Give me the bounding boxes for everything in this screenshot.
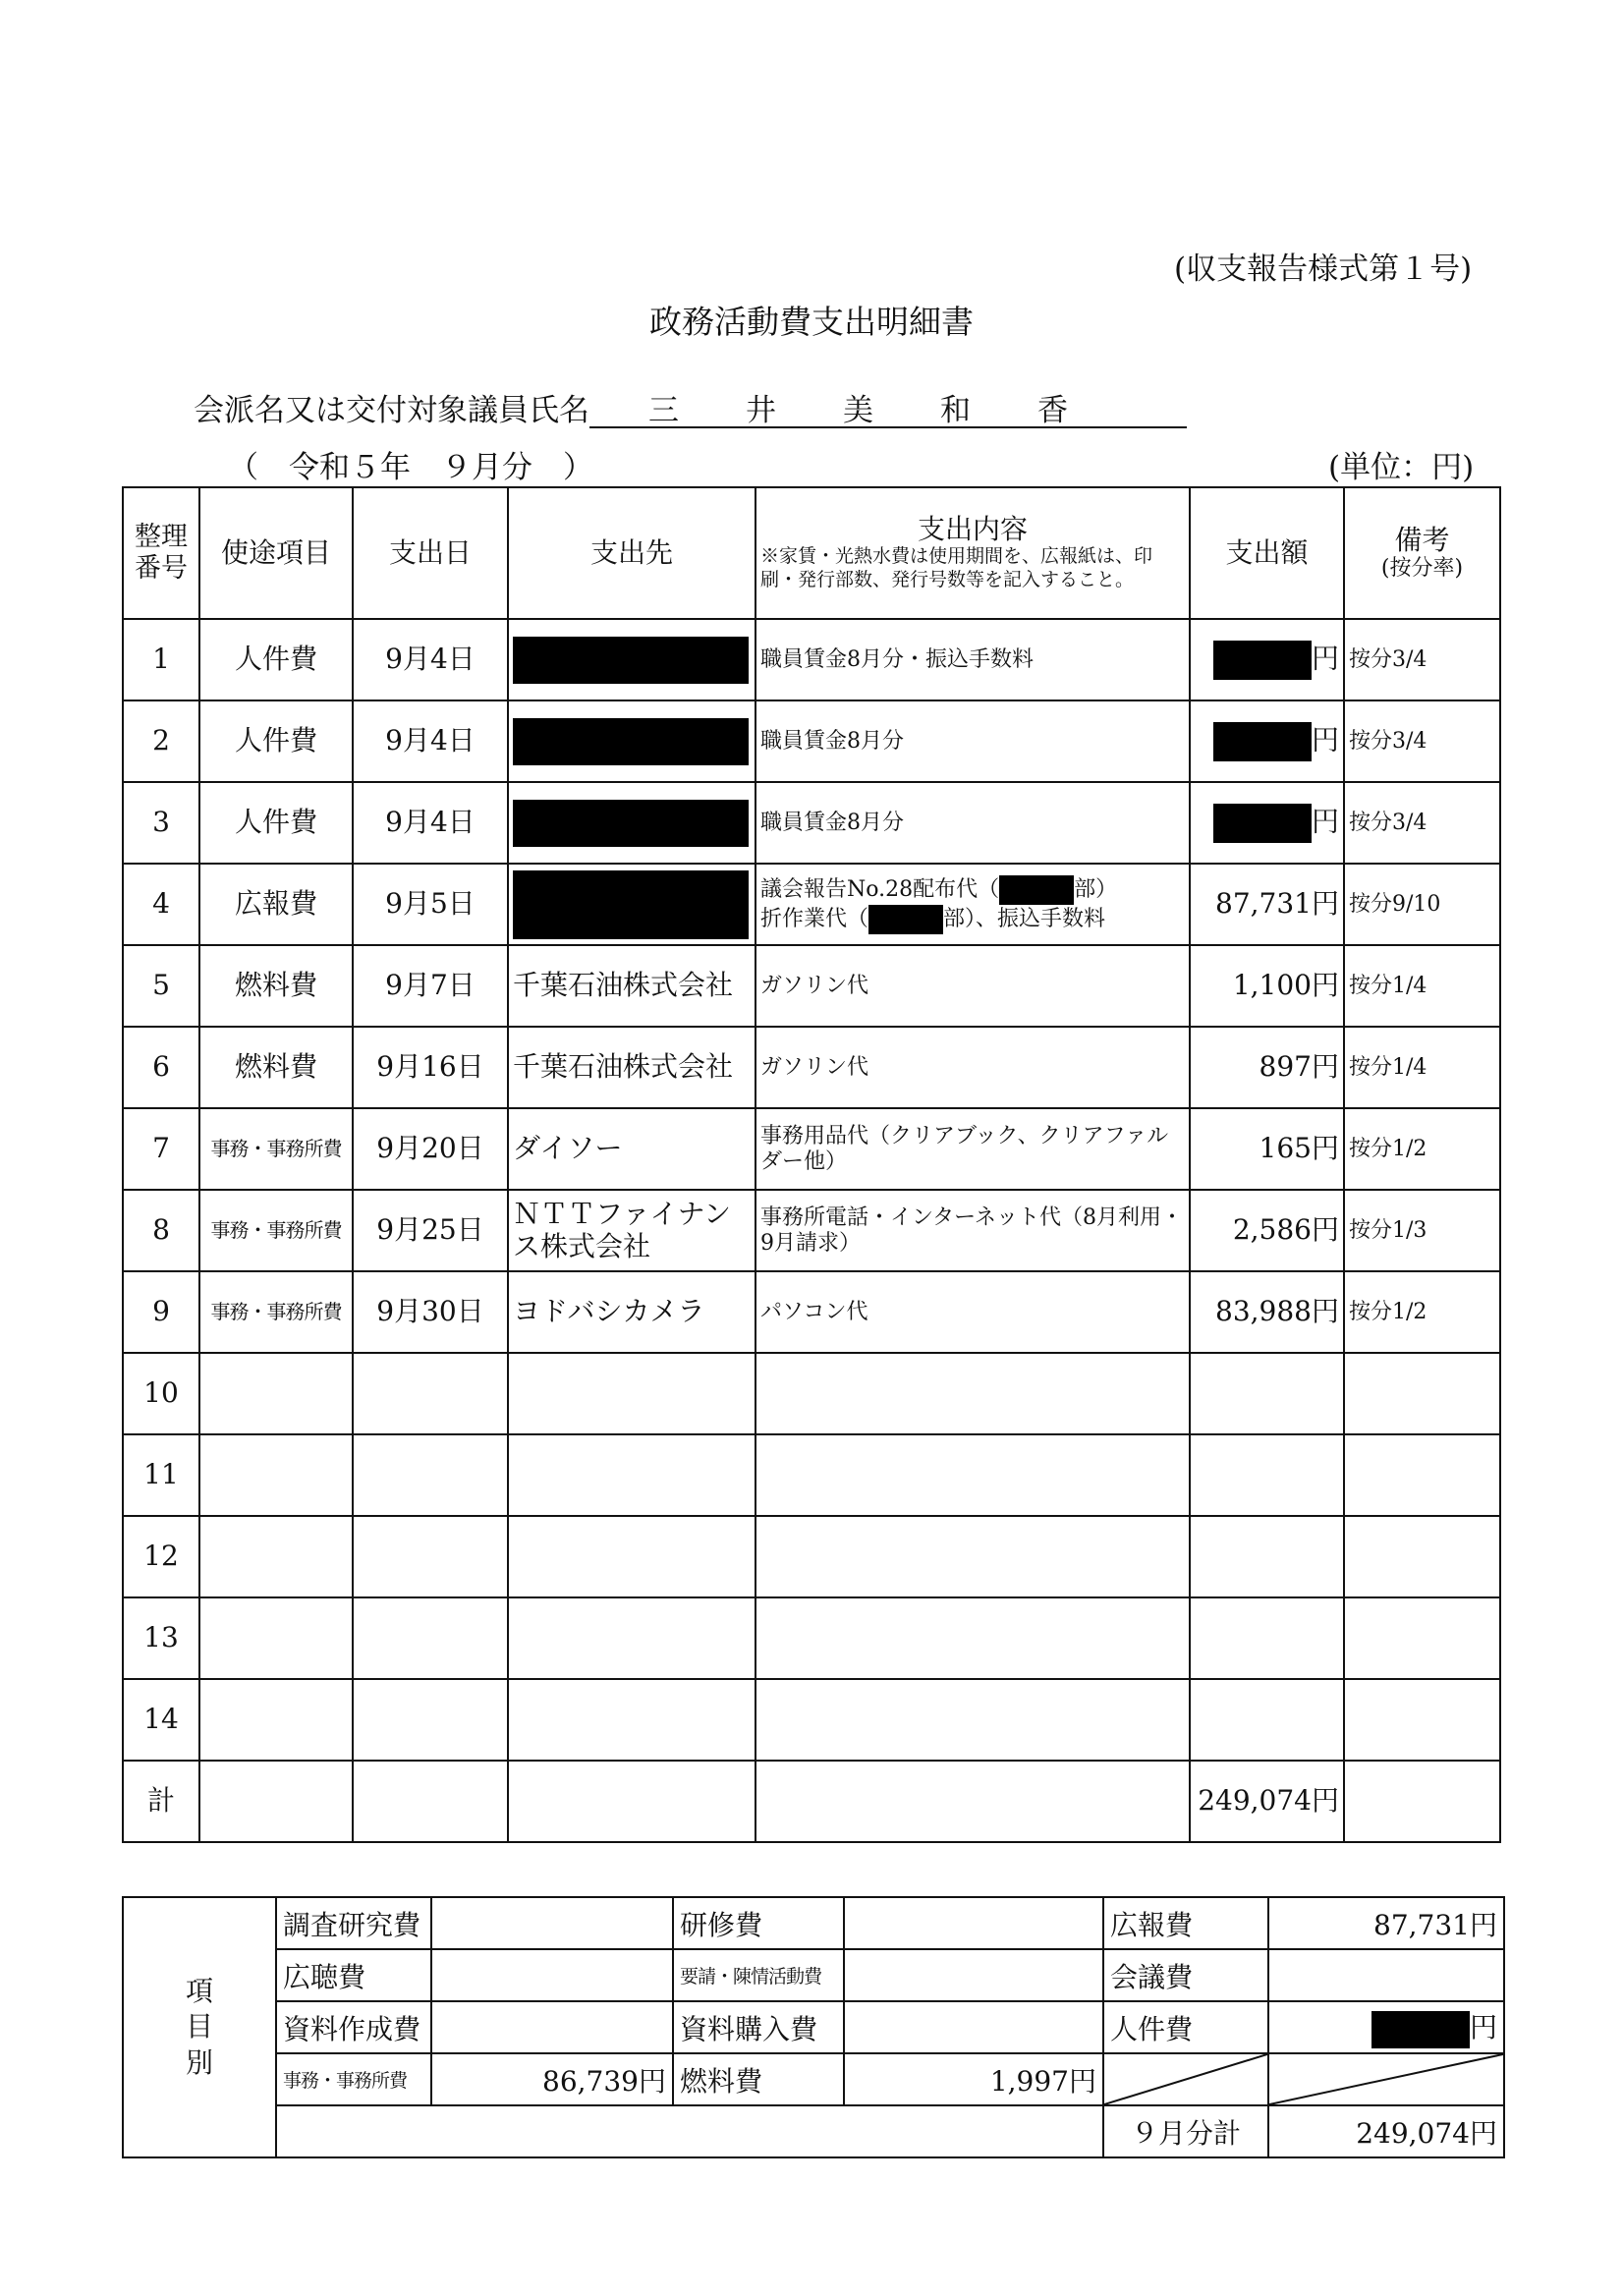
desc-line bbox=[760, 875, 1185, 905]
row-amount: 897円 bbox=[1190, 1027, 1344, 1108]
cat-pr-label: 広報費 bbox=[1103, 1897, 1268, 1949]
col-desc bbox=[756, 487, 1190, 619]
col-remarks-sub: (按分率) bbox=[1380, 556, 1464, 582]
row-no: 6 bbox=[123, 1027, 199, 1108]
cat-training-label: 研修費 bbox=[673, 1897, 844, 1949]
empty-cell bbox=[756, 1761, 1190, 1842]
row-category: 人件費 bbox=[199, 700, 353, 782]
table-row bbox=[123, 1353, 1500, 1434]
table-row bbox=[123, 1108, 1500, 1190]
empty-cell bbox=[353, 1353, 508, 1434]
row-payee: ダイソー bbox=[508, 1108, 756, 1190]
row-payee: ＮＴＴファイナンス株式会社 bbox=[508, 1190, 756, 1271]
row-no: 1 bbox=[123, 619, 199, 700]
row-no: 13 bbox=[123, 1597, 199, 1679]
row-payee: 千葉石油株式会社 bbox=[508, 945, 756, 1027]
row-desc: 職員賃金8月分・振込手数料 bbox=[756, 619, 1190, 700]
cat-research-label: 調査研究費 bbox=[276, 1897, 431, 1949]
row-category: 燃料費 bbox=[199, 945, 353, 1027]
row-date: 9月16日 bbox=[353, 1027, 508, 1108]
empty-cell bbox=[508, 1353, 756, 1434]
month-total-value: 249,074円 bbox=[1268, 2105, 1504, 2157]
empty-cell bbox=[508, 1434, 756, 1516]
empty-cell bbox=[756, 1434, 1190, 1516]
row-no: 9 bbox=[123, 1271, 199, 1353]
empty-cell bbox=[1344, 1516, 1500, 1597]
col-remarks bbox=[1344, 487, 1500, 619]
row-remarks: 按分3/4 bbox=[1344, 700, 1500, 782]
row-no: 14 bbox=[123, 1679, 199, 1761]
amount-suffix: 円 bbox=[1311, 723, 1339, 756]
cat-personnel-value bbox=[1268, 2001, 1504, 2053]
diagonal-line bbox=[1269, 2054, 1503, 2104]
row-date: 9月4日 bbox=[353, 619, 508, 700]
empty-cell bbox=[756, 1597, 1190, 1679]
row-no: 8 bbox=[123, 1190, 199, 1271]
col-category: 使途項目 bbox=[199, 487, 353, 619]
row-amount: 87,731円 bbox=[1190, 864, 1344, 945]
row-date: 9月25日 bbox=[353, 1190, 508, 1271]
row-no: 7 bbox=[123, 1108, 199, 1190]
amount-suffix: 円 bbox=[1311, 642, 1339, 674]
row-date: 9月4日 bbox=[353, 700, 508, 782]
table-row bbox=[123, 1434, 1500, 1516]
table-row bbox=[123, 1516, 1500, 1597]
row-desc: ガソリン代 bbox=[756, 1027, 1190, 1108]
row-category: 広報費 bbox=[199, 864, 353, 945]
redaction-block bbox=[868, 905, 943, 934]
row-no: 12 bbox=[123, 1516, 199, 1597]
cat-pr-value: 87,731円 bbox=[1268, 1897, 1504, 1949]
cat-petition-label: 要請・陳情活動費 bbox=[673, 1949, 844, 2001]
redaction-block bbox=[1371, 2011, 1470, 2048]
empty-cell bbox=[508, 1516, 756, 1597]
row-amount bbox=[1190, 782, 1344, 864]
row-category: 事務・事務所費 bbox=[199, 1108, 353, 1190]
desc-text: 部）、振込手数料 bbox=[943, 906, 1106, 931]
empty-cell bbox=[508, 1761, 756, 1842]
total-row bbox=[123, 1761, 1500, 1842]
row-amount bbox=[1190, 619, 1344, 700]
side-label-text: 項目別 bbox=[185, 1974, 213, 2079]
row-date: 9月7日 bbox=[353, 945, 508, 1027]
table-row bbox=[123, 864, 1500, 945]
name-label: 会派名又は交付対象議員氏名 bbox=[194, 393, 589, 428]
cat-office-label: 事務・事務所費 bbox=[276, 2053, 431, 2105]
row-payee: 千葉石油株式会社 bbox=[508, 1027, 756, 1108]
empty-cell bbox=[353, 1679, 508, 1761]
row-desc: 職員賃金8月分 bbox=[756, 700, 1190, 782]
empty-cell bbox=[1344, 1761, 1500, 1842]
row-remarks: 按分9/10 bbox=[1344, 864, 1500, 945]
cat-fuel-label: 燃料費 bbox=[673, 2053, 844, 2105]
row-no: 3 bbox=[123, 782, 199, 864]
redaction-block bbox=[513, 718, 749, 765]
row-remarks: 按分1/3 bbox=[1344, 1190, 1500, 1271]
empty-diagonal-cell bbox=[1268, 2053, 1504, 2105]
row-remarks: 按分1/4 bbox=[1344, 1027, 1500, 1108]
category-side-label bbox=[123, 1897, 276, 2157]
cat-materials-purchase-value bbox=[844, 2001, 1103, 2053]
row-remarks: 按分3/4 bbox=[1344, 782, 1500, 864]
col-no: 整理番号 bbox=[123, 487, 199, 619]
row-remarks: 按分3/4 bbox=[1344, 619, 1500, 700]
table-row bbox=[123, 1190, 1500, 1271]
empty-cell bbox=[1344, 1597, 1500, 1679]
empty-cell bbox=[1190, 1434, 1344, 1516]
cat-petition-value bbox=[844, 1949, 1103, 2001]
empty-cell bbox=[353, 1597, 508, 1679]
empty-cell bbox=[756, 1516, 1190, 1597]
empty-cell bbox=[199, 1761, 353, 1842]
row-desc: 事務所電話・インターネット代（8月利用・9月請求） bbox=[756, 1190, 1190, 1271]
row-desc bbox=[756, 864, 1190, 945]
empty-cell bbox=[353, 1761, 508, 1842]
desc-text: 折作業代（ bbox=[760, 906, 869, 931]
col-payee: 支出先 bbox=[508, 487, 756, 619]
desc-line bbox=[760, 905, 1185, 934]
row-amount: 1,100円 bbox=[1190, 945, 1344, 1027]
row-category: 事務・事務所費 bbox=[199, 1190, 353, 1271]
form-id: (収支報告様式第１号) bbox=[1174, 252, 1473, 287]
empty-cell bbox=[1190, 1353, 1344, 1434]
redaction-block bbox=[1213, 722, 1312, 761]
cat-materials-making-value bbox=[431, 2001, 673, 2053]
empty-cell bbox=[508, 1597, 756, 1679]
row-amount bbox=[1190, 700, 1344, 782]
row-amount: 165円 bbox=[1190, 1108, 1344, 1190]
redaction-block bbox=[1213, 641, 1312, 680]
row-no: 10 bbox=[123, 1353, 199, 1434]
expense-table bbox=[122, 486, 1501, 1843]
empty-cell bbox=[1344, 1353, 1500, 1434]
row-amount: 83,988円 bbox=[1190, 1271, 1344, 1353]
row-no: 4 bbox=[123, 864, 199, 945]
redaction-block bbox=[999, 875, 1074, 905]
row-payee: ヨドバシカメラ bbox=[508, 1271, 756, 1353]
row-category: 事務・事務所費 bbox=[199, 1271, 353, 1353]
col-desc-main: 支出内容 bbox=[917, 513, 1028, 546]
total-amount: 249,074円 bbox=[1190, 1761, 1344, 1842]
empty-cell bbox=[199, 1434, 353, 1516]
empty-cell bbox=[1190, 1679, 1344, 1761]
category-summary-table bbox=[122, 1896, 1505, 2158]
col-amount: 支出額 bbox=[1190, 487, 1344, 619]
row-desc: パソコン代 bbox=[756, 1271, 1190, 1353]
row-payee bbox=[508, 782, 756, 864]
empty-cell bbox=[353, 1434, 508, 1516]
table-row bbox=[123, 1679, 1500, 1761]
total-label: 計 bbox=[123, 1761, 199, 1842]
col-desc-note: ※家賃・光熱水費は使用期間を、広報紙は、印刷・発行部数、発行号数等を記入すること。 bbox=[760, 545, 1153, 591]
empty-diagonal-cell bbox=[1103, 2053, 1268, 2105]
desc-text: 部） bbox=[1074, 876, 1118, 902]
header-row bbox=[123, 487, 1500, 619]
row-date: 9月4日 bbox=[353, 782, 508, 864]
cat-training-value bbox=[844, 1897, 1103, 1949]
empty-cell bbox=[199, 1516, 353, 1597]
name-text: 三井美和香 bbox=[648, 393, 1135, 428]
row-remarks: 按分1/2 bbox=[1344, 1271, 1500, 1353]
unit-label: (単位：円) bbox=[1328, 450, 1475, 485]
col-remarks-main: 備考 bbox=[1394, 524, 1450, 557]
amount-suffix: 円 bbox=[1311, 805, 1339, 837]
month-total-label: ９月分計 bbox=[1103, 2105, 1268, 2157]
empty-cell bbox=[276, 2105, 1103, 2157]
empty-cell bbox=[756, 1679, 1190, 1761]
diagonal-line bbox=[1104, 2054, 1267, 2104]
cat-fuel-value: 1,997円 bbox=[844, 2053, 1103, 2105]
cat-materials-making-label: 資料作成費 bbox=[276, 2001, 431, 2053]
empty-cell bbox=[1190, 1597, 1344, 1679]
table-row bbox=[123, 1271, 1500, 1353]
cat-meeting-value bbox=[1268, 1949, 1504, 2001]
cat-materials-purchase-label: 資料購入費 bbox=[673, 2001, 844, 2053]
table-row bbox=[123, 782, 1500, 864]
period: （ 令和５年 ９月分 ） bbox=[228, 450, 593, 485]
redaction-block bbox=[513, 800, 749, 847]
row-amount: 2,586円 bbox=[1190, 1190, 1344, 1271]
row-category: 人件費 bbox=[199, 619, 353, 700]
row-no: 11 bbox=[123, 1434, 199, 1516]
empty-cell bbox=[1344, 1679, 1500, 1761]
cat-hearing-value bbox=[431, 1949, 673, 2001]
row-no: 2 bbox=[123, 700, 199, 782]
empty-cell bbox=[1190, 1516, 1344, 1597]
empty-cell bbox=[353, 1516, 508, 1597]
row-date: 9月20日 bbox=[353, 1108, 508, 1190]
empty-cell bbox=[508, 1679, 756, 1761]
cat-meeting-label: 会議費 bbox=[1103, 1949, 1268, 2001]
cat-office-value: 86,739円 bbox=[431, 2053, 673, 2105]
col-date: 支出日 bbox=[353, 487, 508, 619]
row-payee bbox=[508, 619, 756, 700]
redaction-block bbox=[513, 870, 749, 939]
table-row bbox=[123, 945, 1500, 1027]
table-row bbox=[123, 700, 1500, 782]
row-desc: ガソリン代 bbox=[756, 945, 1190, 1027]
empty-cell bbox=[199, 1597, 353, 1679]
row-date: 9月30日 bbox=[353, 1271, 508, 1353]
cat-hearing-label: 広聴費 bbox=[276, 1949, 431, 2001]
empty-cell bbox=[199, 1353, 353, 1434]
redaction-block bbox=[1213, 804, 1312, 843]
cat-research-value bbox=[431, 1897, 673, 1949]
table-row bbox=[123, 619, 1500, 700]
row-desc: 事務用品代（クリアブック、クリアファルダー他） bbox=[756, 1108, 1190, 1190]
row-remarks: 按分1/2 bbox=[1344, 1108, 1500, 1190]
row-remarks: 按分1/4 bbox=[1344, 945, 1500, 1027]
row-payee bbox=[508, 864, 756, 945]
row-payee bbox=[508, 700, 756, 782]
amount-suffix: 円 bbox=[1469, 2011, 1497, 2044]
document-title: 政務活動費支出明細書 bbox=[649, 303, 974, 341]
cat-personnel-label: 人件費 bbox=[1103, 2001, 1268, 2053]
row-date: 9月5日 bbox=[353, 864, 508, 945]
table-row bbox=[123, 1597, 1500, 1679]
empty-cell bbox=[756, 1353, 1190, 1434]
row-no: 5 bbox=[123, 945, 199, 1027]
table-row bbox=[123, 1027, 1500, 1108]
empty-cell bbox=[1344, 1434, 1500, 1516]
row-category: 燃料費 bbox=[199, 1027, 353, 1108]
empty-cell bbox=[199, 1679, 353, 1761]
row-desc: 職員賃金8月分 bbox=[756, 782, 1190, 864]
name-value bbox=[589, 385, 1187, 428]
redaction-block bbox=[513, 637, 749, 684]
desc-text: 議会報告No.28配布代（ bbox=[760, 876, 1000, 902]
row-category: 人件費 bbox=[199, 782, 353, 864]
